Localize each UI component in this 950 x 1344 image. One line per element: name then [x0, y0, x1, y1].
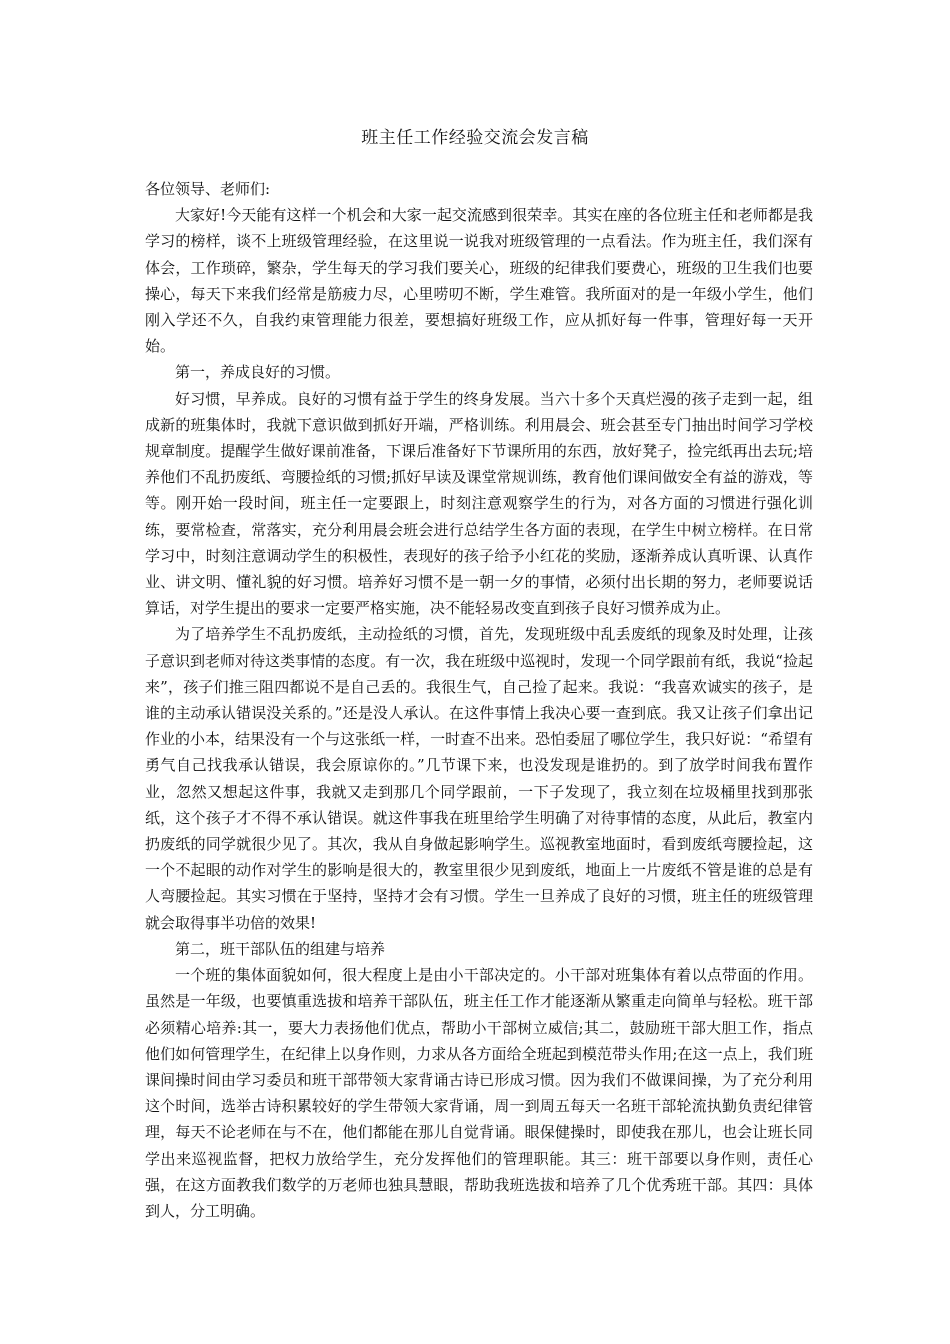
paragraph-habits: 好习惯，早养成。良好的习惯有益于学生的终身发展。当六十多个天真烂漫的孩子走到一起，组成新的班集体时，我就下意识做到抓好开端，严格训练。利用晨会、班会甚至专门抽出时间学习学校规章制度。提醒学生做好课前准备，下课后准备好下节课所用的东西，放好凳子，捡完纸再出去玩;培养他们不乱扔废纸、弯腰捡纸的习惯;抓好早读及课堂常规训练，教育他们课间做安全有益的游戏，等等。刚开始一段时间，班主任一定要跟上，时刻注意观察学生的行为，对各方面的习惯进行强化训练，要常检查，常落实，充分利用晨会班会进行总结学生各方面的表现，在学生中树立榜样。在日常学习中，时刻注意调动学生的积极性，表现好的孩子给予小红花的奖励，逐渐养成认真听课、认真作业、讲文明、懂礼貌的好习惯。培养好习惯不是一朝一夕的事情，必须付出长期的努力，老师要说话算话，对学生提出的要求一定要严格实施，决不能轻易改变直到孩子良好习惯养成为止。 [145, 389, 813, 618]
paragraph-litter-story: 为了培养学生不乱扔废纸，主动捡纸的习惯，首先，发现班级中乱丢废纸的现象及时处理，让孩子意识到老师对待这类事情的态度。有一次，我在班级中巡视时，发现一个同学跟前有纸，我说“捡起来”，孩子们推三阻四都说不是自己丢的。我很生气，自己捡了起来。我说：“我喜欢诚实的孩子，是谁的主动承认错误没关系的。”还是没人承认。在这件事情上我决心要一查到底。我又让孩子们拿出记作业的小本，结果没有一个与这张纸一样，一时查不出来。恐怕委屈了哪位学生，我只好说：“希望有勇气自己找我承认错误，我会原谅你的。”几节课下来，也没发现是谁扔的。到了放学时间我布置作业，忽然又想起这件事，我就又走到那几个同学跟前，一下子发现了，我立刻在垃圾桶里找到那张纸，这个孩子才不得不承认错误。就这件事我在班里给学生明确了对待事情的态度，从此后，教室内扔废纸的同学就很少见了。其次，我从自身做起影响学生。巡视教室地面时，看到废纸弯腰捡起，这一个不起眼的动作对学生的影响是很大的，教室里很少见到废纸，地面上一片废纸不管是谁的总是有人弯腰捡起。其实习惯在于坚持，坚持才会有习惯。学生一旦养成了良好的习惯，班主任的班级管理就会取得事半功倍的效果! [145, 625, 813, 932]
paragraph-class-cadres: 一个班的集体面貌如何，很大程度上是由小干部决定的。小干部对班集体有着以点带面的作用。虽然是一年级，也要慎重选拔和培养干部队伍，班主任工作才能逐渐从繁重走向简单与轻松。班干部必须精心培养:其一，要大力表扬他们优点，帮助小干部树立威信;其二，鼓励班干部大胆工作，指点他们如何管理学生，在纪律上以身作则，力求从各方面给全班起到模范带头作用;在这一点上，我们班课间操时间由学习委员和班干部带领大家背诵古诗已形成习惯。因为我们不做课间操，为了充分利用这个时间，选举古诗积累较好的学生带领大家背诵，周一到周五每天一名班干部轮流执勤负责纪律管理，每天不论老师在与不在，他们都能在那儿自觉背诵。眼保健操时，即使我在那儿，也会让班长同学出来巡视监督，把权力放给学生，充分发挥他们的管理职能。其三：班干部要以身作则，责任心强，在这方面教我们数学的万老师也独具慧眼，帮助我班选拔和培养了几个优秀班干部。其四：具体到人，分工明确。 [145, 966, 813, 1220]
document-title: 班主任工作经验交流会发言稿 [361, 128, 589, 148]
section-heading-2: 第二，班干部队伍的组建与培养 [175, 939, 386, 958]
paragraph-intro: 大家好!今天能有这样一个机会和大家一起交流感到很荣幸。其实在座的各位班主任和老师都是我学习的榜样，谈不上班级管理经验，在这里说一说我对班级管理的一点看法。作为班主任，我们深有体会，工作琐碎，繁杂，学生每天的学习我们要关心，班级的纪律我们要费心，班级的卫生我们也要操心，每天下来我们经常是筋疲力尽，心里唠叨不断，学生难管。我所面对的是一年级小学生，他们刚入学还不久，自我约束管理能力很差，要想搞好班级工作，应从抓好每一件事，管理好每一天开始。 [145, 206, 813, 356]
section-heading-1: 第一，养成良好的习惯。 [175, 363, 341, 382]
salutation: 各位领导、老师们: [145, 180, 271, 198]
document-body [145, 176, 813, 1224]
